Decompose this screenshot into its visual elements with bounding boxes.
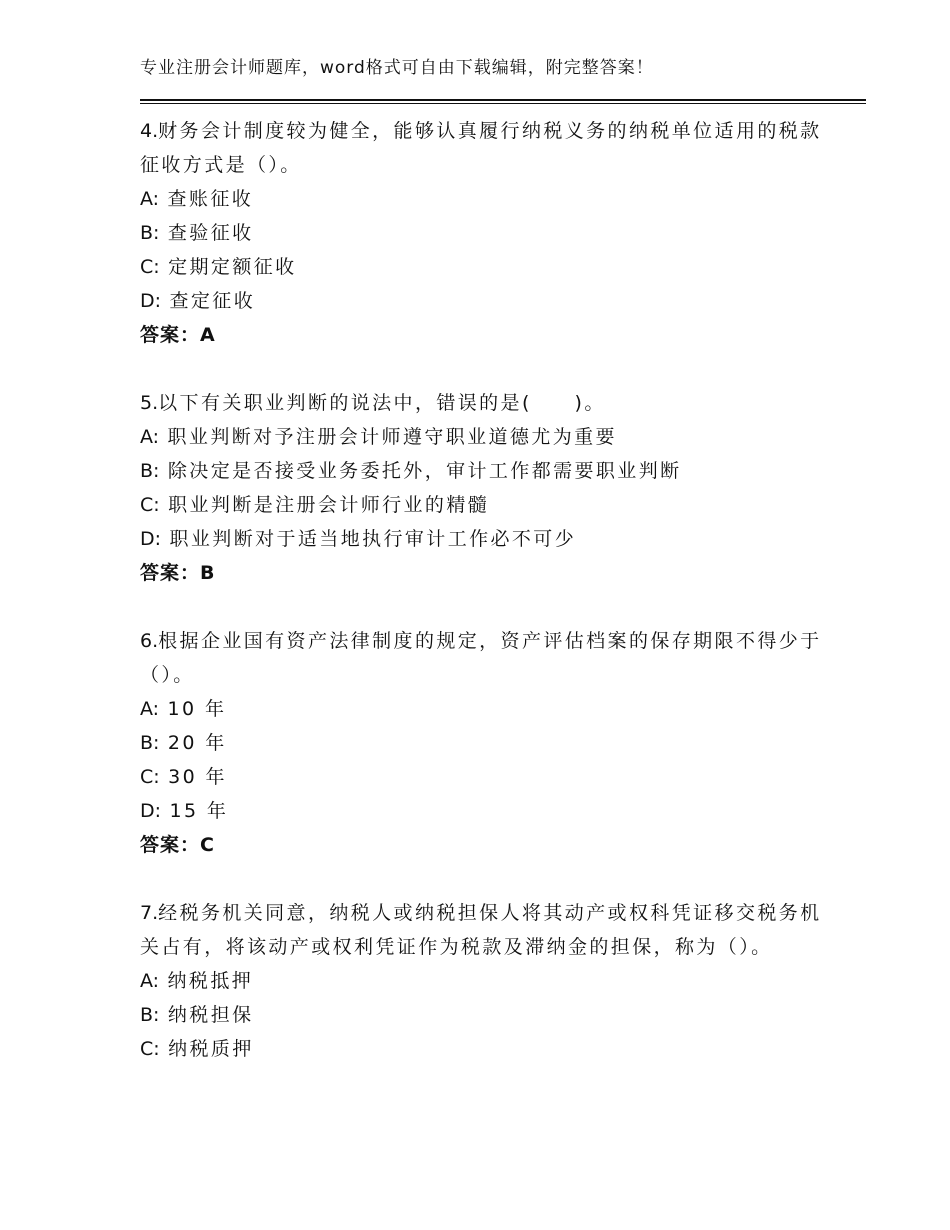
- page-header: 专业注册会计师题库，word格式可自由下载编辑，附完整答案！: [140, 58, 654, 78]
- option-b: [140, 998, 830, 1032]
- option-c: [140, 1032, 830, 1066]
- option-d: [140, 794, 830, 828]
- question-number: 5.: [140, 392, 159, 414]
- option-b: [140, 454, 830, 488]
- option-c: [140, 488, 830, 522]
- question-6: [140, 624, 830, 862]
- question-stem: 以下有关职业判断的说法中，错误的是( )。: [158, 392, 606, 414]
- option-d: [140, 522, 830, 556]
- question-5: [140, 386, 830, 590]
- option-letter: B:: [140, 222, 160, 244]
- option-text: 职业判断对予注册会计师遵守职业道德尤为重要: [167, 426, 617, 448]
- option-text: 查账征收: [167, 188, 254, 210]
- question-7: [140, 896, 830, 1066]
- option-letter: D:: [140, 290, 162, 312]
- header-rule-thin: [140, 103, 866, 104]
- option-letter: C:: [140, 766, 160, 788]
- option-letter: C:: [140, 1038, 160, 1060]
- question-stem: 经税务机关同意，纳税人或纳税担保人将其动产或权科凭证移交税务机关占有，将该动产或权利凭证作为税款及滞纳金的担保，称为（）。: [140, 902, 822, 958]
- option-letter: B:: [140, 460, 160, 482]
- option-letter: C:: [140, 494, 160, 516]
- option-text: 20 年: [167, 732, 227, 754]
- question-stem: 财务会计制度较为健全，能够认真履行纳税义务的纳税单位适用的税款征收方式是（）。: [140, 120, 822, 176]
- option-text: 纳税质押: [168, 1038, 254, 1060]
- question-text: [140, 114, 830, 182]
- option-a: [140, 420, 830, 454]
- option-letter: A:: [140, 698, 160, 720]
- header-rule-thick: [140, 99, 866, 101]
- question-number: 4.: [140, 120, 159, 142]
- answer-line: 答案：B: [140, 562, 216, 584]
- answer-line: 答案：C: [140, 834, 215, 856]
- option-text: 职业判断是注册会计师行业的精髓: [168, 494, 490, 516]
- option-letter: D:: [140, 528, 162, 550]
- option-text: 定期定额征收: [168, 256, 297, 278]
- option-a: [140, 964, 830, 998]
- option-text: 除决定是否接受业务委托外，审计工作都需要职业判断: [167, 460, 682, 482]
- question-text: [140, 624, 830, 692]
- option-a: [140, 182, 830, 216]
- answer-line: 答案：A: [140, 324, 216, 346]
- question-list: [140, 114, 830, 1100]
- option-b: [140, 726, 830, 760]
- option-text: 职业判断对于适当地执行审计工作必不可少: [169, 528, 577, 550]
- option-letter: A:: [140, 188, 160, 210]
- option-b: [140, 216, 830, 250]
- option-text: 30 年: [168, 766, 227, 788]
- option-d: [140, 284, 830, 318]
- question-number: 7.: [140, 902, 159, 924]
- option-letter: B:: [140, 732, 160, 754]
- question-4: [140, 114, 830, 352]
- option-text: 纳税抵押: [167, 970, 254, 992]
- option-a: [140, 692, 830, 726]
- option-letter: D:: [140, 800, 162, 822]
- option-text: 纳税担保: [167, 1004, 254, 1026]
- question-number: 6.: [140, 630, 159, 652]
- option-letter: C:: [140, 256, 160, 278]
- option-c: [140, 760, 830, 794]
- option-c: [140, 250, 830, 284]
- option-letter: A:: [140, 426, 160, 448]
- option-text: 查验征收: [167, 222, 254, 244]
- option-letter: A:: [140, 970, 160, 992]
- option-text: 15 年: [169, 800, 229, 822]
- option-letter: B:: [140, 1004, 160, 1026]
- option-text: 10 年: [167, 698, 227, 720]
- question-text: [140, 386, 830, 420]
- question-stem: 根据企业国有资产法律制度的规定，资产评估档案的保存期限不得少于（）。: [140, 630, 822, 686]
- question-text: [140, 896, 830, 964]
- option-text: 查定征收: [169, 290, 256, 312]
